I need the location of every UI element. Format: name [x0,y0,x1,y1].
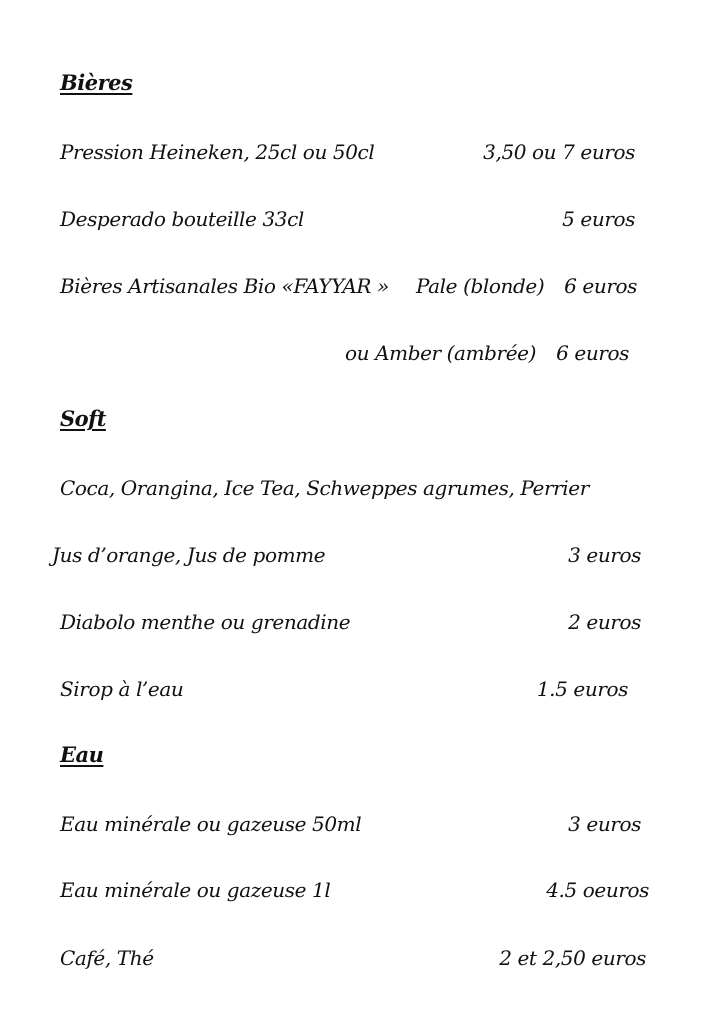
item-price: 6 euros [564,274,637,298]
item-price: 6 euros [556,341,629,365]
item-price: 3 euros [568,543,641,567]
item-variant: ou Amber (ambrée) [345,341,536,365]
item-price: 1.5 euros [536,677,628,701]
section-heading-eau: Eau [60,742,104,767]
item-price: 3 euros [568,812,641,836]
item-variant: Pale (blonde) [416,274,545,298]
item-price: 3,50 ou 7 euros [483,140,635,164]
item-name: Bières Artisanales Bio «FAYYAR » [60,274,389,298]
item-name: Eau minérale ou gazeuse 1l [60,878,331,902]
item-price: 5 euros [562,207,635,231]
item-name: Café, Thé [60,946,154,970]
item-name: Eau minérale ou gazeuse 50ml [60,812,362,836]
item-name: Diabolo menthe ou grenadine [60,610,351,634]
section-heading-soft: Soft [60,406,106,431]
item-name: Pression Heineken, 25cl ou 50cl [60,140,375,164]
section-heading-bieres: Bières [60,70,133,95]
item-price: 2 euros [568,610,641,634]
item-name: Jus d’orange, Jus de pomme [52,543,326,567]
item-name: Coca, Orangina, Ice Tea, Schweppes agrumes, Perrier [60,476,589,500]
item-price: 4.5 oeuros [546,878,649,902]
item-name: Desperado bouteille 33cl [60,207,304,231]
item-name: Sirop à l’eau [60,677,184,701]
item-price: 2 et 2,50 euros [499,946,646,970]
